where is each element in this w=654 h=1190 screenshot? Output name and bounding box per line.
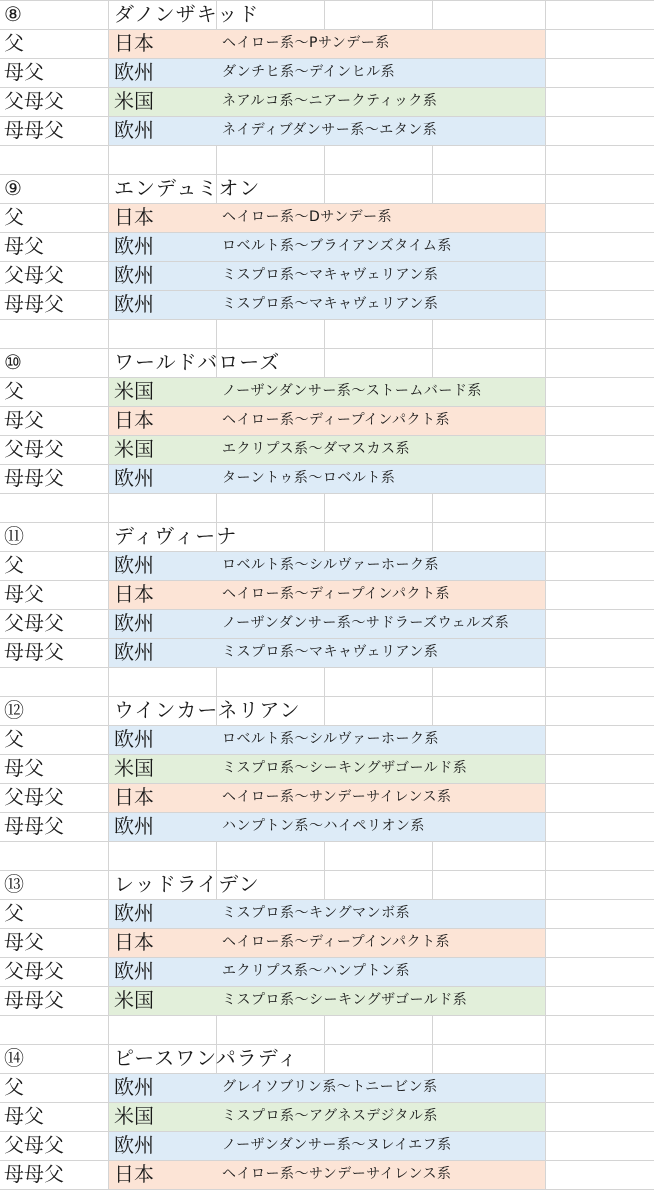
region-label: 日本 <box>114 205 154 229</box>
gridline-vertical <box>545 145 546 174</box>
sire-line: エクリプス系～ハンプトン系 <box>222 963 410 979</box>
gridline-vertical <box>216 841 217 870</box>
pedigree-row <box>0 116 654 145</box>
gridline-vertical <box>216 319 217 348</box>
horse-number: ⑨ <box>4 176 22 200</box>
gridline-horizontal <box>0 667 654 668</box>
gridline-vertical <box>545 812 546 841</box>
gridline-vertical <box>216 1015 217 1044</box>
pedigree-row <box>0 812 654 841</box>
gridline-vertical <box>108 870 109 899</box>
gridline-vertical <box>545 174 546 203</box>
gridline-vertical <box>324 696 325 725</box>
pedigree-row <box>0 725 654 754</box>
gridline-vertical <box>545 116 546 145</box>
region-label: 欧州 <box>114 611 154 635</box>
pedigree-role: 父母父 <box>4 611 64 635</box>
sire-line: ロベルト系～シルヴァーホーク系 <box>222 731 440 747</box>
horse-name: ディヴィーナ <box>114 524 238 548</box>
gridline-horizontal <box>0 0 654 1</box>
gridline-vertical <box>108 580 109 609</box>
horse-name: ダノンザキッド <box>114 2 260 26</box>
gridline-horizontal <box>0 145 654 146</box>
pedigree-row <box>0 1160 654 1189</box>
pedigree-row <box>0 87 654 116</box>
gridline-vertical <box>545 957 546 986</box>
region-label: 欧州 <box>114 901 154 925</box>
pedigree-role: 母父 <box>4 60 44 84</box>
horse-header-row <box>0 870 654 899</box>
gridline-horizontal <box>0 696 654 697</box>
blank-row <box>0 667 654 696</box>
pedigree-role: 父母父 <box>4 263 64 287</box>
gridline-vertical <box>108 1044 109 1073</box>
gridline-horizontal <box>0 1044 654 1045</box>
gridline-vertical <box>545 580 546 609</box>
pedigree-role: 父 <box>4 553 24 577</box>
sire-line: エクリプス系～ダマスカス系 <box>222 441 410 457</box>
horse-header-row <box>0 696 654 725</box>
region-label: 欧州 <box>114 959 154 983</box>
gridline-vertical <box>432 145 433 174</box>
gridline-vertical <box>545 899 546 928</box>
gridline-vertical <box>108 986 109 1015</box>
horse-name: レッドライデン <box>114 872 260 896</box>
gridline-vertical <box>108 145 109 174</box>
pedigree-role: 父母父 <box>4 89 64 113</box>
gridline-vertical <box>545 522 546 551</box>
pedigree-role: 母母父 <box>4 640 64 664</box>
pedigree-role: 母母父 <box>4 292 64 316</box>
gridline-vertical <box>108 116 109 145</box>
gridline-vertical <box>108 435 109 464</box>
gridline-vertical <box>324 522 325 551</box>
gridline-vertical <box>324 667 325 696</box>
gridline-vertical <box>545 841 546 870</box>
gridline-vertical <box>545 928 546 957</box>
sire-line: ミスプロ系～マキャヴェリアン系 <box>222 644 439 660</box>
pedigree-role: 父 <box>4 1075 24 1099</box>
pedigree-row <box>0 406 654 435</box>
pedigree-role: 母母父 <box>4 814 64 838</box>
region-label: 欧州 <box>114 292 154 316</box>
gridline-vertical <box>108 406 109 435</box>
gridline-vertical <box>432 841 433 870</box>
region-label: 日本 <box>114 408 154 432</box>
gridline-vertical <box>432 0 433 29</box>
gridline-vertical <box>108 725 109 754</box>
gridline-horizontal <box>0 174 654 175</box>
pedigree-role: 父 <box>4 205 24 229</box>
region-label: 欧州 <box>114 466 154 490</box>
region-label: 米国 <box>114 379 154 403</box>
gridline-vertical <box>545 986 546 1015</box>
horse-number: ⑩ <box>4 350 22 374</box>
gridline-vertical <box>432 319 433 348</box>
gridline-vertical <box>108 899 109 928</box>
horse-name: ワールドバローズ <box>114 350 281 374</box>
sire-line: ターントゥ系～ロベルト系 <box>222 470 396 486</box>
gridline-vertical <box>108 841 109 870</box>
gridline-horizontal <box>0 870 654 871</box>
gridline-vertical <box>545 493 546 522</box>
gridline-horizontal <box>0 493 654 494</box>
pedigree-row <box>0 609 654 638</box>
gridline-vertical <box>432 522 433 551</box>
sire-line: ミスプロ系～キングマンボ系 <box>222 905 411 921</box>
gridline-vertical <box>108 1073 109 1102</box>
region-label: 欧州 <box>114 234 154 258</box>
gridline-vertical <box>432 348 433 377</box>
horse-header-row <box>0 522 654 551</box>
horse-number: ⑪ <box>4 524 24 548</box>
pedigree-row <box>0 58 654 87</box>
gridline-vertical <box>545 1160 546 1189</box>
pedigree-role: 父母父 <box>4 959 64 983</box>
gridline-vertical <box>545 87 546 116</box>
gridline-vertical <box>108 319 109 348</box>
gridline-vertical <box>108 1160 109 1189</box>
gridline-vertical <box>216 493 217 522</box>
gridline-vertical <box>545 58 546 87</box>
gridline-vertical <box>108 377 109 406</box>
pedigree-role: 母父 <box>4 930 44 954</box>
pedigree-role: 父 <box>4 901 24 925</box>
sire-line: ノーザンダンサー系～ヌレイエフ系 <box>222 1137 452 1153</box>
gridline-vertical <box>108 261 109 290</box>
gridline-vertical <box>545 406 546 435</box>
gridline-vertical <box>324 1015 325 1044</box>
pedigree-row <box>0 551 654 580</box>
gridline-vertical <box>324 174 325 203</box>
gridline-vertical <box>545 609 546 638</box>
sire-line: ミスプロ系～シーキングザゴールド系 <box>222 992 468 1008</box>
horse-header-row <box>0 348 654 377</box>
pedigree-row <box>0 232 654 261</box>
gridline-horizontal <box>0 1015 654 1016</box>
gridline-vertical <box>545 725 546 754</box>
gridline-vertical <box>108 783 109 812</box>
horse-header-row <box>0 1044 654 1073</box>
gridline-vertical <box>324 493 325 522</box>
gridline-vertical <box>108 174 109 203</box>
pedigree-row <box>0 783 654 812</box>
pedigree-row <box>0 580 654 609</box>
gridline-vertical <box>324 348 325 377</box>
region-label: 米国 <box>114 89 154 113</box>
pedigree-role: 父 <box>4 727 24 751</box>
region-label: 米国 <box>114 988 154 1012</box>
horse-number: ⑧ <box>4 2 22 26</box>
blank-row <box>0 1015 654 1044</box>
sire-line: グレイソブリン系～トニービン系 <box>222 1079 438 1095</box>
pedigree-row <box>0 754 654 783</box>
pedigree-role: 母父 <box>4 234 44 258</box>
gridline-vertical <box>432 174 433 203</box>
gridline-vertical <box>545 754 546 783</box>
horse-name: エンデュミオン <box>114 176 261 200</box>
sire-line: ロベルト系～シルヴァーホーク系 <box>222 557 440 573</box>
pedigree-role: 母父 <box>4 1104 44 1128</box>
gridline-vertical <box>108 812 109 841</box>
gridline-vertical <box>108 522 109 551</box>
gridline-vertical <box>108 87 109 116</box>
blank-row <box>0 145 654 174</box>
sire-line: ノーザンダンサー系～サドラーズウェルズ系 <box>222 615 510 631</box>
pedigree-row <box>0 1102 654 1131</box>
gridline-horizontal <box>0 841 654 842</box>
region-label: 日本 <box>114 930 154 954</box>
gridline-vertical <box>545 1044 546 1073</box>
sire-line: ヘイロー系～ディープインパクト系 <box>222 586 450 602</box>
gridline-vertical <box>545 232 546 261</box>
pedigree-role: 父母父 <box>4 437 64 461</box>
gridline-vertical <box>545 319 546 348</box>
horse-number: ⑫ <box>4 698 24 722</box>
gridline-vertical <box>545 638 546 667</box>
gridline-horizontal <box>0 319 654 320</box>
gridline-vertical <box>432 493 433 522</box>
gridline-vertical <box>545 667 546 696</box>
gridline-vertical <box>432 1044 433 1073</box>
gridline-vertical <box>324 870 325 899</box>
region-label: 日本 <box>114 31 154 55</box>
pedigree-row <box>0 638 654 667</box>
gridline-vertical <box>324 841 325 870</box>
pedigree-role: 母父 <box>4 582 44 606</box>
gridline-vertical <box>108 667 109 696</box>
horse-name: ピースワンパラディ <box>114 1046 299 1070</box>
pedigree-row <box>0 435 654 464</box>
pedigree-row <box>0 928 654 957</box>
pedigree-role: 母母父 <box>4 466 64 490</box>
pedigree-role: 母母父 <box>4 988 64 1012</box>
gridline-vertical <box>545 783 546 812</box>
pedigree-role: 母母父 <box>4 1162 64 1186</box>
sire-line: ミスプロ系～マキャヴェリアン系 <box>222 267 439 283</box>
gridline-vertical <box>324 319 325 348</box>
pedigree-row <box>0 1131 654 1160</box>
sire-line: ダンチヒ系～デインヒル系 <box>222 64 396 80</box>
pedigree-row <box>0 377 654 406</box>
gridline-vertical <box>545 1102 546 1131</box>
gridline-vertical <box>108 464 109 493</box>
sire-line: ヘイロー系～サンデーサイレンス系 <box>222 789 452 805</box>
region-label: 欧州 <box>114 1133 154 1157</box>
gridline-vertical <box>545 435 546 464</box>
pedigree-row <box>0 290 654 319</box>
gridline-vertical <box>108 957 109 986</box>
gridline-vertical <box>432 696 433 725</box>
pedigree-row <box>0 261 654 290</box>
horse-number: ⑬ <box>4 872 24 896</box>
pedigree-role: 母父 <box>4 756 44 780</box>
region-label: 欧州 <box>114 727 154 751</box>
gridline-vertical <box>108 551 109 580</box>
pedigree-row <box>0 986 654 1015</box>
gridline-vertical <box>545 348 546 377</box>
gridline-vertical <box>324 0 325 29</box>
gridline-vertical <box>216 667 217 696</box>
sire-line: ミスプロ系～アグネスデジタル系 <box>222 1108 438 1124</box>
region-label: 欧州 <box>114 118 154 142</box>
region-label: 欧州 <box>114 553 154 577</box>
pedigree-role: 父 <box>4 379 24 403</box>
gridline-vertical <box>108 1015 109 1044</box>
pedigree-row <box>0 1073 654 1102</box>
gridline-vertical <box>108 638 109 667</box>
pedigree-role: 父母父 <box>4 1133 64 1157</box>
sire-line: ヘイロー系～サンデーサイレンス系 <box>222 1166 452 1182</box>
gridline-vertical <box>108 754 109 783</box>
gridline-vertical <box>108 0 109 29</box>
gridline-vertical <box>545 261 546 290</box>
blank-row <box>0 319 654 348</box>
horse-header-row <box>0 174 654 203</box>
pedigree-row <box>0 29 654 58</box>
gridline-vertical <box>324 145 325 174</box>
region-label: 日本 <box>114 785 154 809</box>
gridline-vertical <box>108 348 109 377</box>
gridline-vertical <box>108 203 109 232</box>
gridline-horizontal <box>0 348 654 349</box>
gridline-vertical <box>108 29 109 58</box>
sire-line: ネアルコ系～ニアークティック系 <box>222 93 438 109</box>
horse-header-row <box>0 0 654 29</box>
gridline-vertical <box>108 609 109 638</box>
gridline-vertical <box>324 1044 325 1073</box>
gridline-vertical <box>108 232 109 261</box>
horse-number: ⑭ <box>4 1046 24 1070</box>
gridline-vertical <box>108 1131 109 1160</box>
sire-line: ヘイロー系～ディープインパクト系 <box>222 412 450 428</box>
gridline-vertical <box>545 0 546 29</box>
gridline-vertical <box>545 203 546 232</box>
gridline-vertical <box>545 1073 546 1102</box>
region-label: 米国 <box>114 756 154 780</box>
gridline-vertical <box>432 870 433 899</box>
region-label: 米国 <box>114 437 154 461</box>
gridline-vertical <box>545 696 546 725</box>
gridline-vertical <box>432 667 433 696</box>
gridline-vertical <box>545 377 546 406</box>
sire-line: ロベルト系～ブライアンズタイム系 <box>222 238 452 254</box>
sire-line: ミスプロ系～シーキングザゴールド系 <box>222 760 468 776</box>
region-label: 欧州 <box>114 814 154 838</box>
gridline-vertical <box>545 551 546 580</box>
horse-name: ウインカーネリアン <box>114 698 301 722</box>
gridline-vertical <box>108 928 109 957</box>
gridline-vertical <box>545 870 546 899</box>
gridline-horizontal <box>0 522 654 523</box>
sire-line: ヘイロー系～Pサンデー系 <box>222 35 390 51</box>
gridline-vertical <box>216 145 217 174</box>
gridline-vertical <box>108 58 109 87</box>
sire-line: ヘイロー系～Dサンデー系 <box>222 209 393 225</box>
pedigree-row <box>0 203 654 232</box>
region-label: 欧州 <box>114 60 154 84</box>
gridline-vertical <box>432 1015 433 1044</box>
sire-line: ネイディブダンサー系～エタン系 <box>222 122 438 138</box>
gridline-vertical <box>545 29 546 58</box>
pedigree-row <box>0 957 654 986</box>
pedigree-role: 母母父 <box>4 118 64 142</box>
pedigree-row <box>0 899 654 928</box>
gridline-vertical <box>545 290 546 319</box>
region-label: 日本 <box>114 582 154 606</box>
pedigree-role: 母父 <box>4 408 44 432</box>
blank-row <box>0 493 654 522</box>
region-label: 欧州 <box>114 1075 154 1099</box>
pedigree-role: 父 <box>4 31 24 55</box>
sire-line: ノーザンダンサー系～ストームバード系 <box>222 383 482 399</box>
region-label: 日本 <box>114 1162 154 1186</box>
gridline-vertical <box>108 493 109 522</box>
blank-row <box>0 841 654 870</box>
sire-line: ミスプロ系～マキャヴェリアン系 <box>222 296 439 312</box>
gridline-vertical <box>545 1131 546 1160</box>
pedigree-row <box>0 464 654 493</box>
gridline-vertical <box>108 290 109 319</box>
region-label: 欧州 <box>114 640 154 664</box>
region-label: 米国 <box>114 1104 154 1128</box>
region-label: 欧州 <box>114 263 154 287</box>
sire-line: ヘイロー系～ディープインパクト系 <box>222 934 450 950</box>
gridline-vertical <box>108 696 109 725</box>
pedigree-role: 父母父 <box>4 785 64 809</box>
sire-line: ハンプトン系～ハイペリオン系 <box>222 818 425 834</box>
gridline-vertical <box>108 1102 109 1131</box>
gridline-vertical <box>545 1015 546 1044</box>
gridline-vertical <box>545 464 546 493</box>
